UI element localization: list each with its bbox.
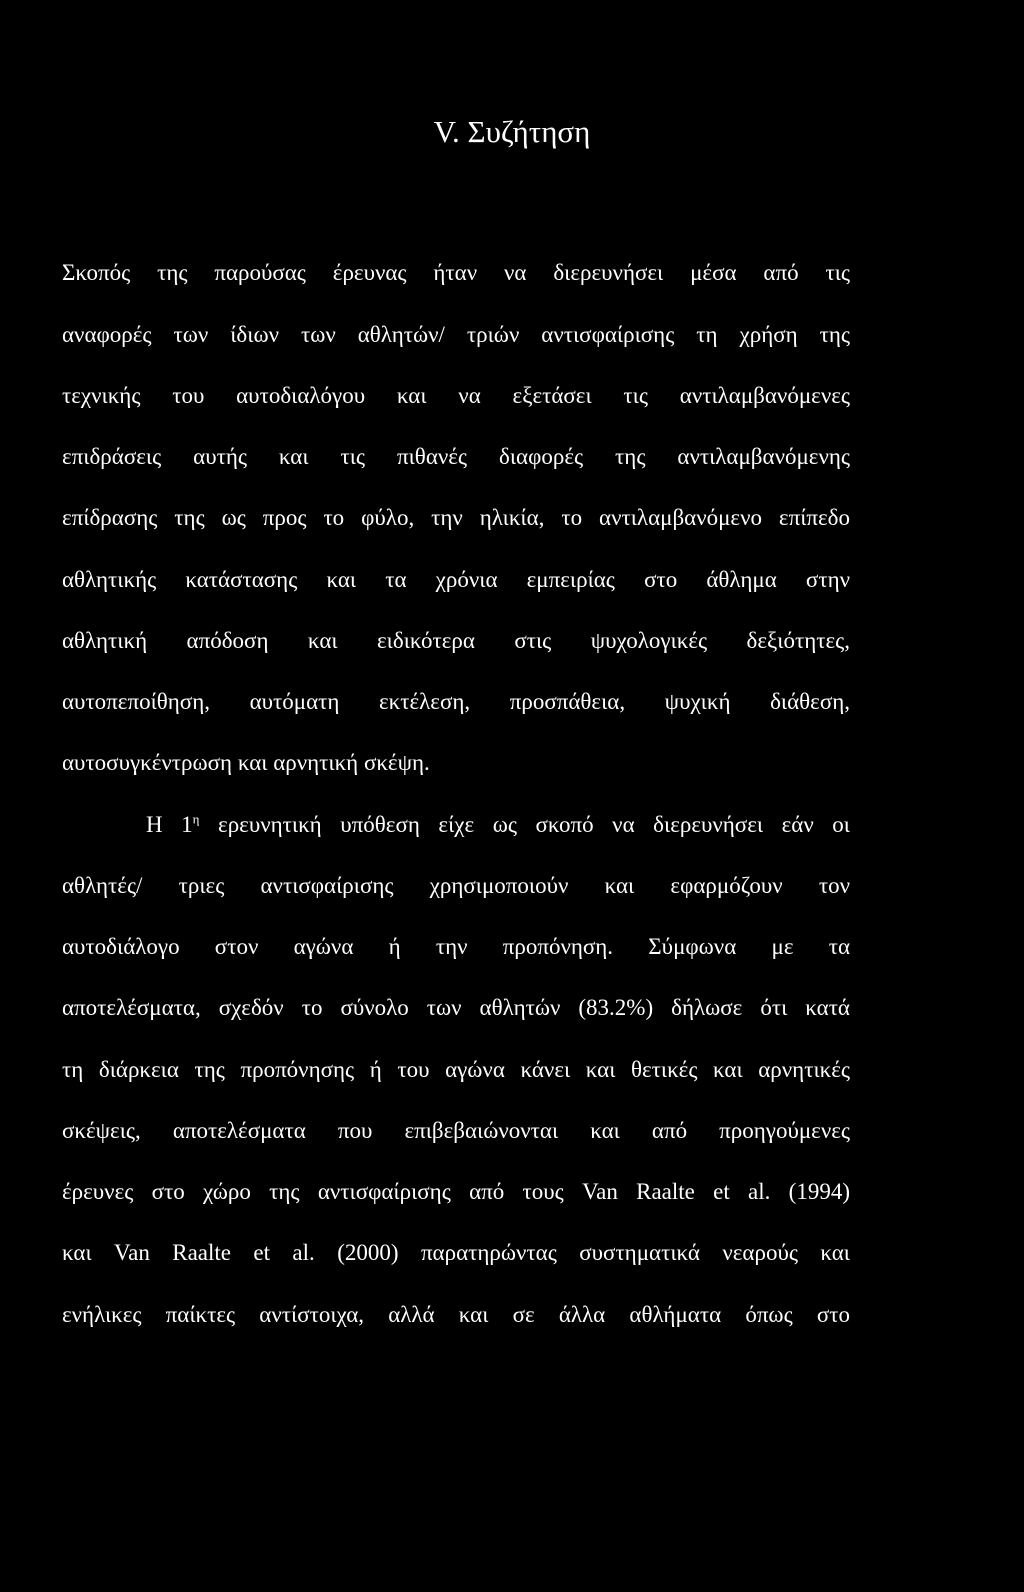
paragraph-2-line-4: αποτελέσματα, σχεδόν το σύνολο των αθλητών (83.2%) δήλωσε ότι κατά	[62, 995, 850, 1020]
paragraph-1-line-7: αθλητική απόδοση και ειδικότερα στις ψυχολογικές δεξιότητες,	[62, 628, 850, 653]
paragraph-1-line-3: τεχνικής του αυτοδιαλόγου και να εξετάσει τις αντιλαμβανόμενες	[62, 383, 850, 408]
ordinal-superscript: η	[192, 811, 200, 827]
paragraph-2-line-8: και Van Raalte et al. (2000) παρατηρώντας συστηματικά νεαρούς και	[62, 1240, 850, 1265]
paragraph-2-line-2: αθλητές/ τριες αντισφαίρισης χρησιμοποιούν και εφαρμόζουν τον	[62, 873, 850, 898]
paragraph-1-line-4: επιδράσεις αυτής και τις πιθανές διαφορές της αντιλαμβανόμενης	[62, 444, 850, 469]
paragraph-1-line-8: αυτοπεποίθηση, αυτόματη εκτέλεση, προσπάθεια, ψυχική διάθεση,	[62, 689, 850, 714]
paragraph-1-line-6: αθλητικής κατάστασης και τα χρόνια εμπειρίας στο άθλημα στην	[62, 567, 850, 592]
paragraph-2-line-5: τη διάρκεια της προπόνησης ή του αγώνα κάνει και θετικές και αρνητικές	[62, 1057, 850, 1082]
paragraph-2-line-7: έρευνες στο χώρο της αντισφαίρισης από τους Van Raalte et al. (1994)	[62, 1179, 850, 1204]
paragraph-2-line-9: ενήλικες παίκτες αντίστοιχα, αλλά και σε άλλα αθλήματα όπως στο	[62, 1302, 850, 1327]
section-title: V. Συζήτηση	[433, 114, 591, 149]
paragraph-2-line-1	[146, 810, 850, 840]
paragraph-2-line-3: αυτοδιάλογο στον αγώνα ή την προπόνηση. Σύμφωνα με τα	[62, 934, 850, 959]
paragraph-1-line-9: αυτοσυγκέντρωση και αρνητική σκέψη.	[62, 750, 430, 775]
paragraph-2-line-1-prefix: Η 1	[146, 812, 193, 837]
paragraph-2-line-6: σκέψεις, αποτελέσματα που επιβεβαιώνονται και από προηγούμενες	[62, 1118, 850, 1143]
paragraph-2-line-1-rest: ερευνητική υπόθεση είχε ως σκοπό να διερευνήσει εάν οι	[199, 812, 850, 837]
paragraph-1-line-5: επίδρασης της ως προς το φύλο, την ηλικία, το αντιλαμβανόμενο επίπεδο	[62, 505, 850, 530]
paragraph-1-line-2: αναφορές των ίδιων των αθλητών/ τριών αντισφαίρισης τη χρήση της	[62, 322, 850, 347]
paragraph-1-line-1: Σκοπός της παρούσας έρευνας ήταν να διερευνήσει μέσα από τις	[62, 260, 850, 285]
